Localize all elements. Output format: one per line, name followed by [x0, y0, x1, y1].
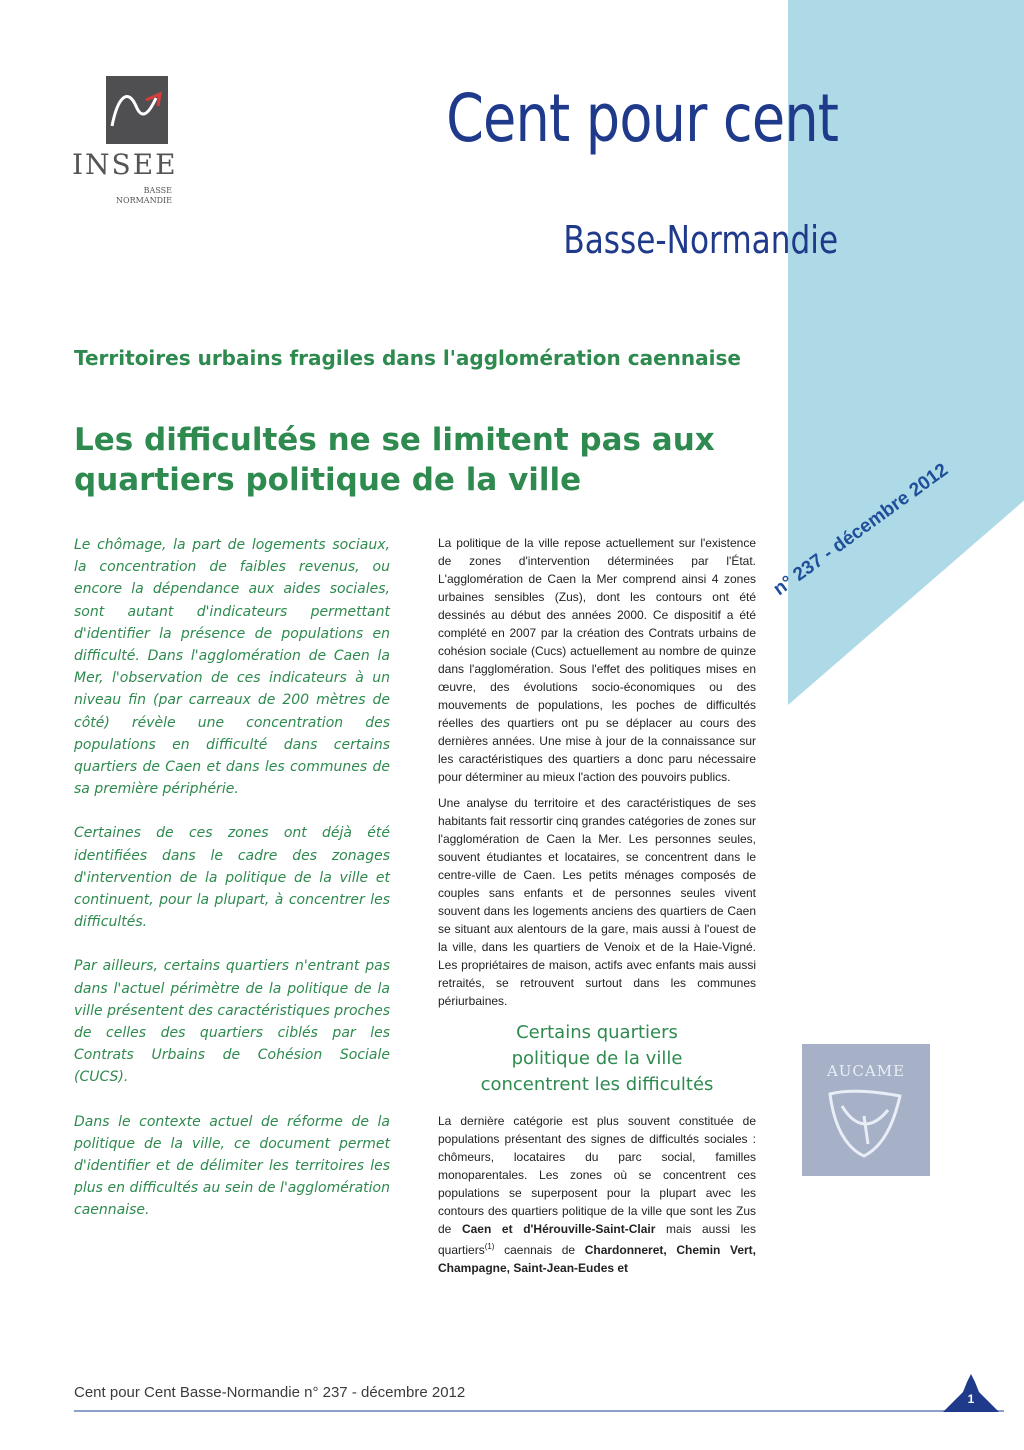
footnote-marker: (1) — [484, 1242, 495, 1251]
page-number: 1 — [967, 1392, 975, 1406]
insee-logo-sub-normandie: NORMANDIE — [116, 196, 172, 205]
body-column — [438, 534, 756, 1285]
intro-paragraph: Dans le contexte actuel de réforme de la politique de la ville, ce document permet d'identifier et de délimiter les territoires les plus en difficultés au sein de l'agglomération caennaise. — [74, 1113, 390, 1219]
intro-paragraph: Certaines de ces zones ont déjà été identifiées dans le cadre des zonages d'intervention de la politique de la ville et continuent, pour la plupart, à concentrer les difficultés. — [74, 825, 390, 931]
body-paragraph — [438, 1112, 756, 1277]
body-paragraph: La politique de la ville repose actuellement sur l'existence de zones d'intervention déterminées par l'État. L'agglomération de Caen la Mer comprend ainsi 4 zones urbaines sensibles (Zus), dont les contours ont été dessinés au début des années 2000. Ce dispositif a été complété en 2007 par la création des Contrats urbains de cohésion sociale (Cucs) actuellement au nombre de quinze dans l'agglomération. Sous l'effet des politiques mises en œuvre, des évolutions socio-économiques ou des mouvements de populations, les poches de difficultés réelles des quartiers ont pu se déplacer au cours des dernières années. Une mise à jour de la connaissance sur les caractéristiques des quartiers a donc paru nécessaire pour déterminer au mieux l'action des pouvoirs publics. — [438, 536, 756, 784]
insee-logo-mark — [106, 76, 168, 144]
masthead-title: Cent pour cent — [445, 80, 838, 157]
intro-paragraph: Le chômage, la part de logements sociaux, la concentration de faibles revenus, ou encore la dépendance aux aides sociales, sont autant d'indicateurs permettant d'identifier la présence de populations en difficulté. Dans l'agglomération de Caen la Mer, l'observation de ces indicateurs à un niveau fin (par carreaux de 200 mètres de côté) révèle une concentration des populations en difficulté dans certains quartiers de Caen et dans les communes de sa première périphérie. — [74, 537, 390, 798]
aucame-logo-text: AUCAME — [826, 1062, 906, 1080]
intro-column — [74, 534, 390, 1244]
subheading-line: concentrent les difficultés — [480, 1074, 714, 1095]
aucame-logo-glyph — [824, 1086, 908, 1162]
aucame-logo — [802, 1044, 930, 1176]
body-paragraph: Une analyse du territoire et des caractéristiques de ses habitants fait ressortir cinq grandes catégories de zones sur l'agglomération de Caen la Mer. Les personnes seules, souvent étudiantes et locataires, se concentrent dans le centre-ville de Caen. Les petits ménages composés de couples sans enfants et de personnes seules vivent souvent dans les logements anciens des quartiers de Caen se situant aux alentours de la gare, mais aussi à l'ouest de la ville, dans les quartiers de Venoix et de la Haie-Vigné. Les propriétaires de maison, actifs avec enfants mais aussi retraités, se retrouvent surtout dans les communes périurbaines. — [438, 796, 756, 1008]
body-bold-text: Caen et d'Hérouville-Saint-Clair — [461, 1222, 656, 1236]
footer-text: Cent pour Cent Basse-Normandie n° 237 - décembre 2012 — [74, 1384, 466, 1401]
subheading-line: politique de la ville — [511, 1048, 683, 1069]
body-bold-text: Chardonneret, Chemin Vert, Champagne, Saint-Jean-Eudes et — [438, 1243, 756, 1275]
page-number-badge — [943, 1372, 999, 1412]
intro-paragraph: Par ailleurs, certains quartiers n'entrant pas dans l'actuel périmètre de la politique de la ville présentent des caractéristiques proches de celles des quartiers ciblés par les Contrats Urbains de Cohésion Sociale (CUCS). — [74, 958, 390, 1086]
issue-label: n° 237 - décembre 2012 — [769, 459, 953, 601]
insee-logo-text: INSEE — [72, 148, 178, 181]
kicker: Territoires urbains fragiles dans l'agglomération caennaise — [74, 346, 741, 370]
body-text: La dernière catégorie est plus souvent constituée de populations présentant des signes de difficultés sociales : chômeurs, locataires du parc social, familles monoparentales. Les zones où se concentrent ces populations se superposent pour la plupart avec les contours des quartiers politique de la ville que sont les Zus de — [438, 1114, 756, 1236]
body-text: mais aussi les quartiers — [438, 1222, 756, 1257]
insee-logo-sub-basse: BASSE — [143, 186, 172, 195]
footer-rule — [74, 1410, 1004, 1412]
headline: Les difficultés ne se limitent pas aux quartiers politique de la ville — [74, 422, 715, 498]
body-text: caennais de — [494, 1243, 585, 1257]
section-subheading — [438, 1020, 756, 1098]
masthead-region: Basse-Normandie — [563, 218, 838, 262]
subheading-line: Certains quartiers — [516, 1022, 678, 1043]
